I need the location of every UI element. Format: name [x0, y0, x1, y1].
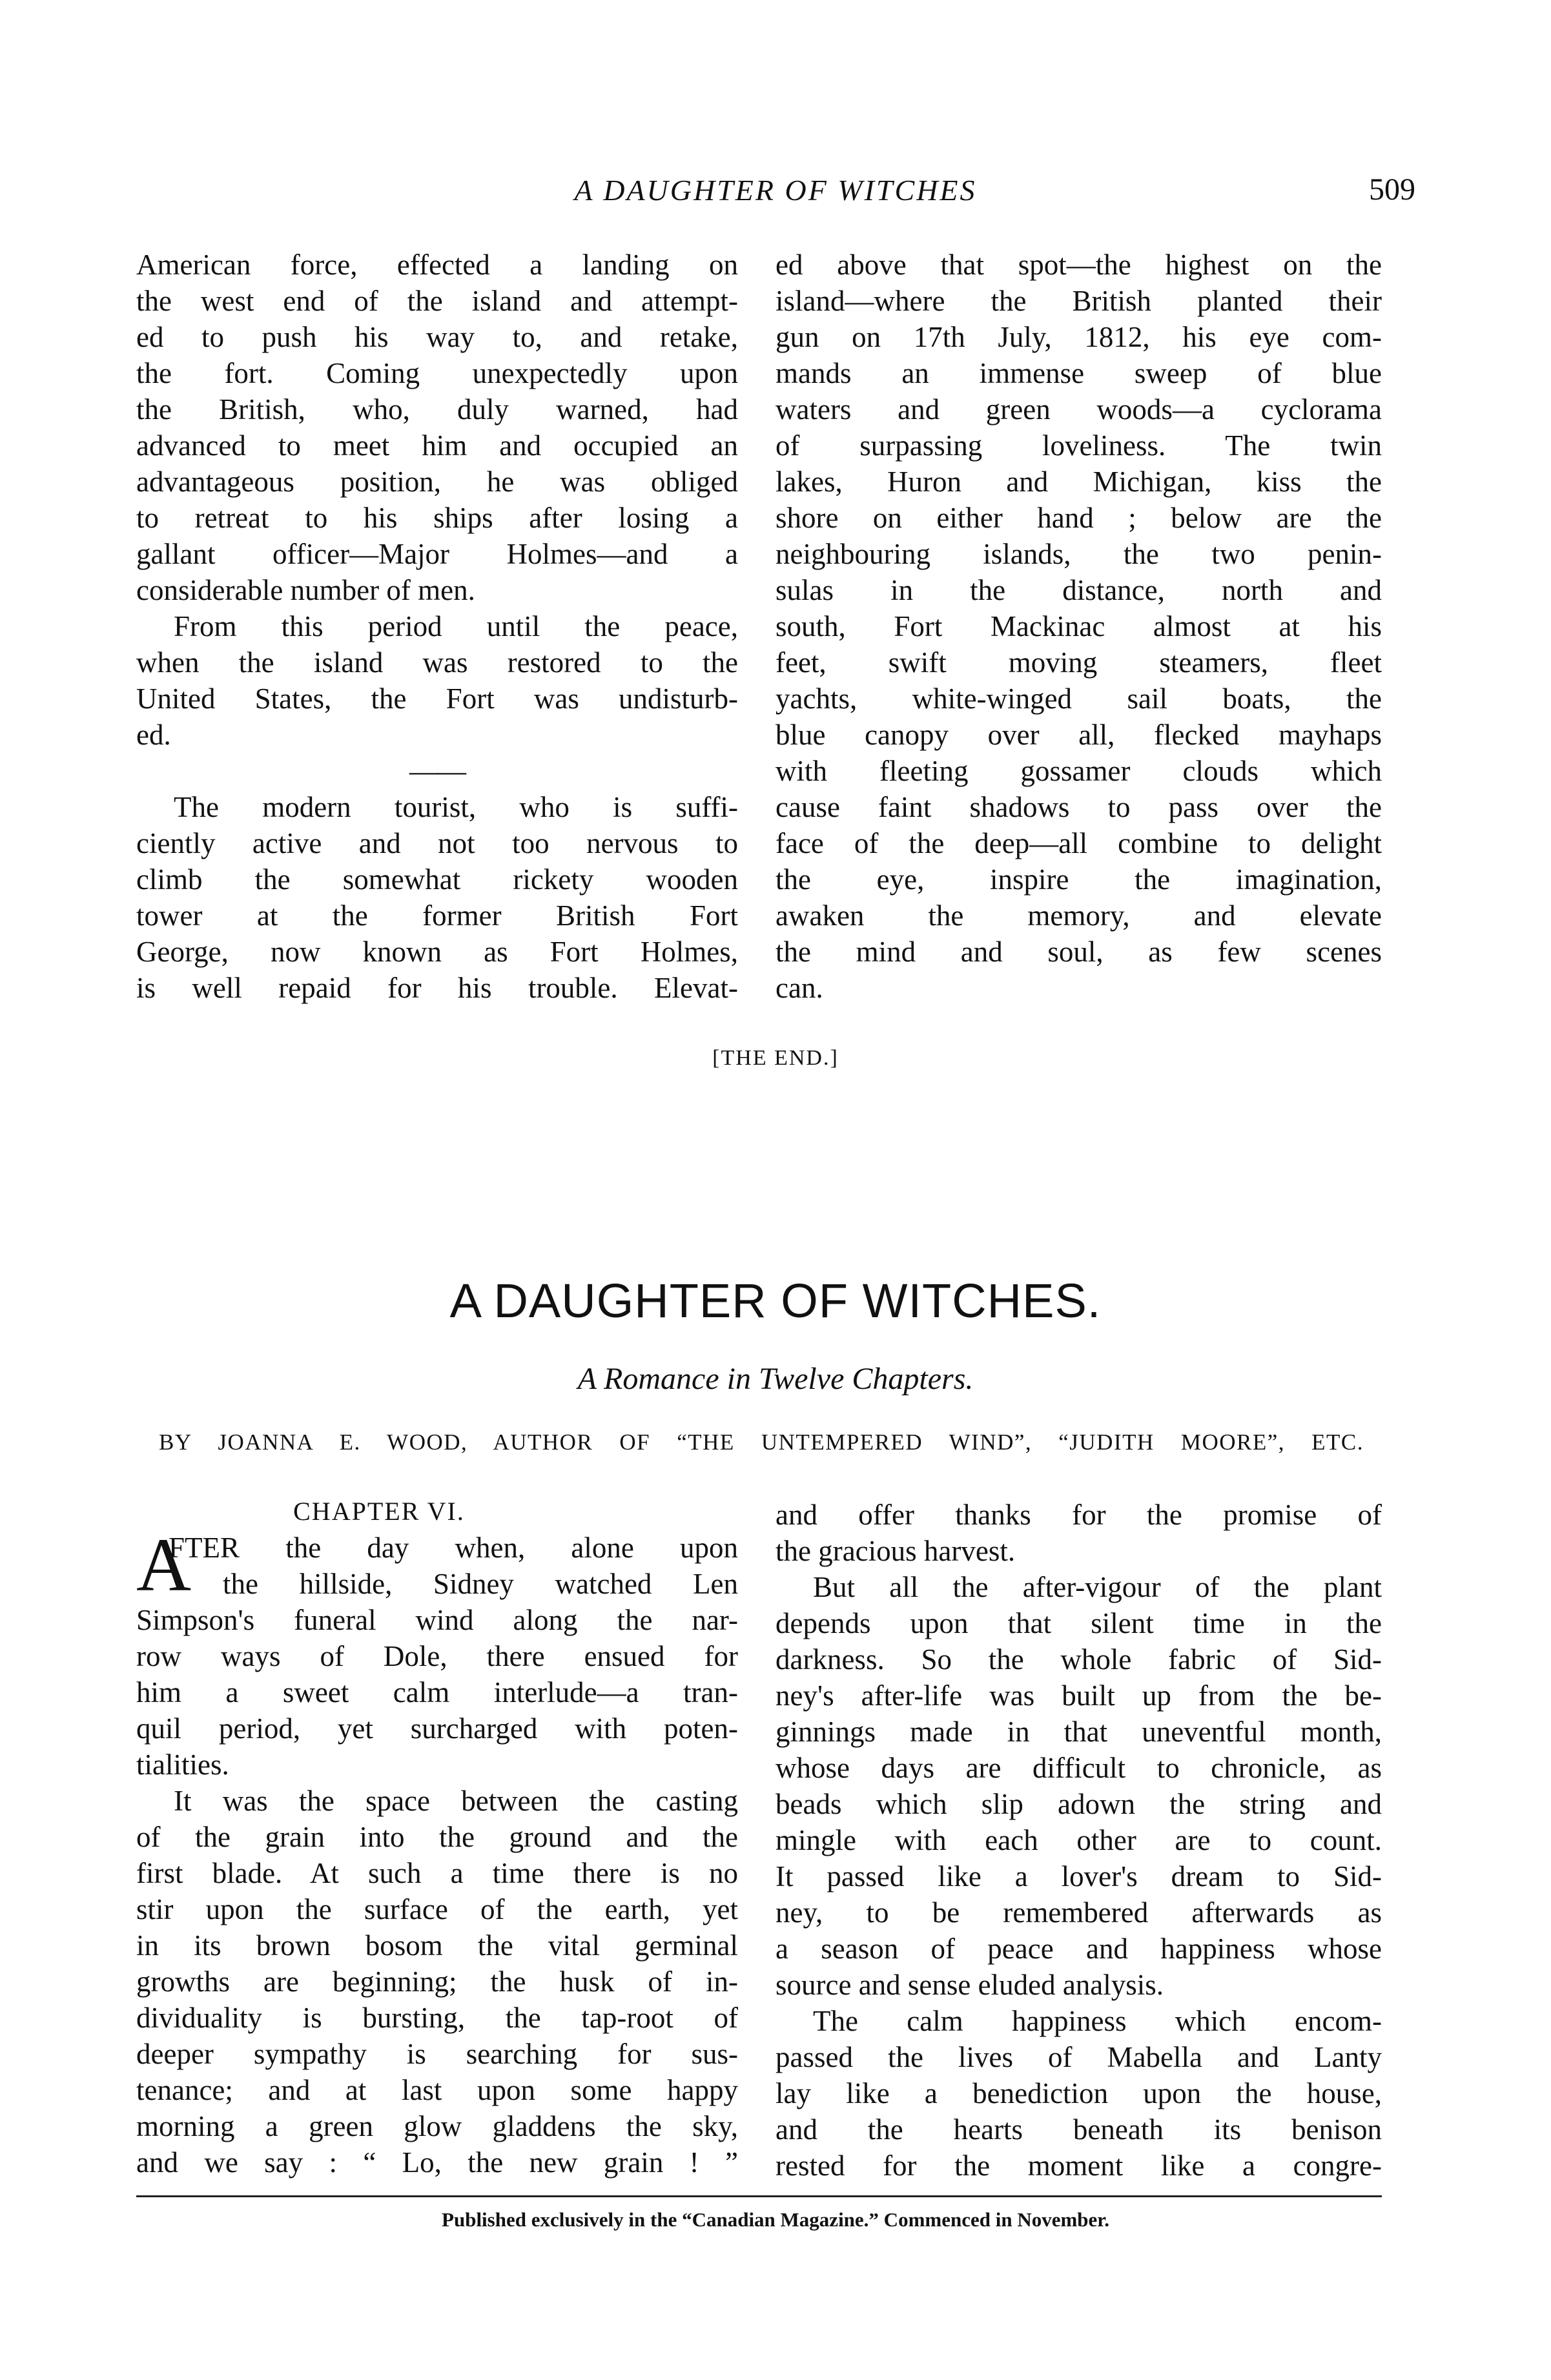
text-line: sulas in the distance, north and — [776, 574, 1382, 606]
footer-note: Published exclusively in the “Canadian Magazine.” Commenced in November. — [442, 2208, 1109, 2231]
text-line: cause faint shadows to pass over the — [776, 791, 1382, 823]
text-line: is well repaid for his trouble. Elevat- — [136, 972, 738, 1004]
section-separator: —— — [409, 755, 465, 787]
text-line: tower at the former British Fort — [136, 899, 738, 932]
text-line: It was the space between the casting — [174, 1785, 738, 1817]
text-line: mands an immense sweep of blue — [776, 357, 1382, 389]
text-line: whose days are difficult to chronicle, as — [776, 1752, 1382, 1784]
column-top-right — [776, 247, 1382, 1006]
text-line: dividuality is bursting, the tap-root of — [136, 2002, 738, 2034]
text-line: the west end of the island and attempt- — [136, 285, 738, 317]
text-line: when the island was restored to the — [136, 646, 738, 679]
first-paragraph — [136, 1530, 738, 1783]
column-bottom-left — [136, 1493, 738, 2180]
text-line: From this period until the peace, — [174, 610, 738, 642]
text-line: lakes, Huron and Michigan, kiss the — [776, 466, 1382, 498]
text-line: ciently active and not too nervous to — [136, 827, 738, 859]
text-line: shore on either hand ; below are the — [776, 502, 1382, 534]
text-line: George, now known as Fort Holmes, — [136, 936, 738, 968]
text-line: to retreat to his ships after losing a — [136, 502, 738, 534]
text-line: feet, swift moving steamers, fleet — [776, 646, 1382, 679]
text-line: a season of peace and happiness whose — [776, 1933, 1382, 1965]
text-line: ney's after-life was built up from the be- — [776, 1679, 1382, 1712]
text-line: mingle with each other are to count. — [776, 1824, 1382, 1856]
text-line: climb the somewhat rickety wooden — [136, 863, 738, 896]
text-line: island—where the British planted their — [776, 285, 1382, 317]
end-mark: [THE END.] — [712, 1046, 839, 1070]
text-line: neighbouring islands, the two penin- — [776, 538, 1382, 570]
text-line: him a sweet calm interlude—a tran- — [136, 1676, 738, 1708]
text-line: tialities. — [136, 1749, 229, 1781]
text-line: and the hearts beneath its benison — [776, 2113, 1382, 2146]
text-line: and we say : “ Lo, the new grain ! ” — [136, 2146, 738, 2179]
text-line: face of the deep—all combine to delight — [776, 827, 1382, 859]
text-line: depends upon that silent time in the — [776, 1607, 1382, 1639]
text-line: morning a green glow gladdens the sky, — [136, 2110, 738, 2142]
text-line: south, Fort Mackinac almost at his — [776, 610, 1382, 642]
text-line: stir upon the surface of the earth, yet — [136, 1893, 738, 1925]
text-line: tenance; and at last upon some happy — [136, 2074, 738, 2106]
text-line: of the grain into the ground and the — [136, 1821, 738, 1853]
text-line: source and sense eluded analysis. — [776, 1969, 1164, 2001]
text-line: gallant officer—Major Holmes—and a — [136, 538, 738, 570]
text-line: ed above that spot—the highest on the — [776, 249, 1382, 281]
text-line: of surpassing loveliness. The twin — [776, 429, 1382, 462]
text-line: ginnings made in that uneventful month, — [776, 1716, 1382, 1748]
text-line: deeper sympathy is searching for sus- — [136, 2038, 738, 2070]
article-title: A DAUGHTER OF WITCHES. — [449, 1274, 1102, 1328]
text-line: American force, effected a landing on — [136, 249, 738, 281]
text-line: The modern tourist, who is suffi- — [174, 791, 738, 823]
text-line: United States, the Fort was undisturb- — [136, 682, 738, 715]
text-line: ed. — [136, 719, 171, 751]
text-line: FTER the day when, alone upon — [169, 1532, 738, 1564]
text-line: row ways of Dole, there ensued for — [136, 1640, 738, 1672]
text-line: first blade. At such a time there is no — [136, 1857, 738, 1889]
text-line: Simpson's funeral wind along the nar- — [136, 1604, 738, 1636]
text-line: the eye, inspire the imagination, — [776, 863, 1382, 896]
running-title: A DAUGHTER OF WITCHES — [574, 174, 977, 207]
text-line: rested for the moment like a congre- — [776, 2149, 1382, 2182]
drop-cap: A — [136, 1523, 192, 1607]
text-line: waters and green woods—a cyclorama — [776, 393, 1382, 426]
column-top-left — [136, 247, 738, 1006]
text-line: ed to push his way to, and retake, — [136, 321, 738, 353]
text-line: blue canopy over all, flecked mayhaps — [776, 719, 1382, 751]
text-line: the British, who, duly warned, had — [136, 393, 738, 426]
text-line: can. — [776, 972, 823, 1004]
text-line: considerable number of men. — [136, 574, 475, 606]
byline: BY JOANNA E. WOOD, AUTHOR OF “THE UNTEMPERED WIND”, “JUDITH MOORE”, ETC. — [159, 1430, 1364, 1455]
text-line: and offer thanks for the promise of — [776, 1499, 1382, 1531]
text-line: ney, to be remembered afterwards as — [776, 1896, 1382, 1929]
chapter-heading: CHAPTER VI. — [293, 1497, 465, 1526]
text-line: The calm happiness which encom- — [813, 2005, 1382, 2037]
text-line: the hillside, Sidney watched Len — [223, 1568, 738, 1600]
text-line: advanced to meet him and occupied an — [136, 429, 738, 462]
text-line: beads which slip adown the string and — [776, 1788, 1382, 1820]
text-line: growths are beginning; the husk of in- — [136, 1965, 738, 1998]
text-line: darkness. So the whole fabric of Sid- — [776, 1643, 1382, 1676]
text-line: with fleeting gossamer clouds which — [776, 755, 1382, 787]
text-line: the mind and soul, as few scenes — [776, 936, 1382, 968]
text-line: in its brown bosom the vital germinal — [136, 1929, 738, 1962]
text-line: the gracious harvest. — [776, 1535, 1016, 1567]
text-line: It passed like a lover's dream to Sid- — [776, 1860, 1382, 1893]
footer-rule — [136, 2195, 1382, 2197]
text-line: But all the after-vigour of the plant — [813, 1571, 1382, 1603]
left-paragraphs — [136, 1783, 738, 2180]
article-subtitle: A Romance in Twelve Chapters. — [577, 1362, 974, 1396]
page-number: 509 — [1369, 172, 1415, 207]
column-bottom-right — [776, 1497, 1382, 2184]
text-line: advantageous position, he was obliged — [136, 466, 738, 498]
text-line: awaken the memory, and elevate — [776, 899, 1382, 932]
text-line: quil period, yet surcharged with poten- — [136, 1712, 738, 1745]
text-line: lay like a benediction upon the house, — [776, 2077, 1382, 2109]
text-line: gun on 17th July, 1812, his eye com- — [776, 321, 1382, 353]
text-line: the fort. Coming unexpectedly upon — [136, 357, 738, 389]
text-line: passed the lives of Mabella and Lanty — [776, 2041, 1382, 2073]
text-line: yachts, white-winged sail boats, the — [776, 682, 1382, 715]
